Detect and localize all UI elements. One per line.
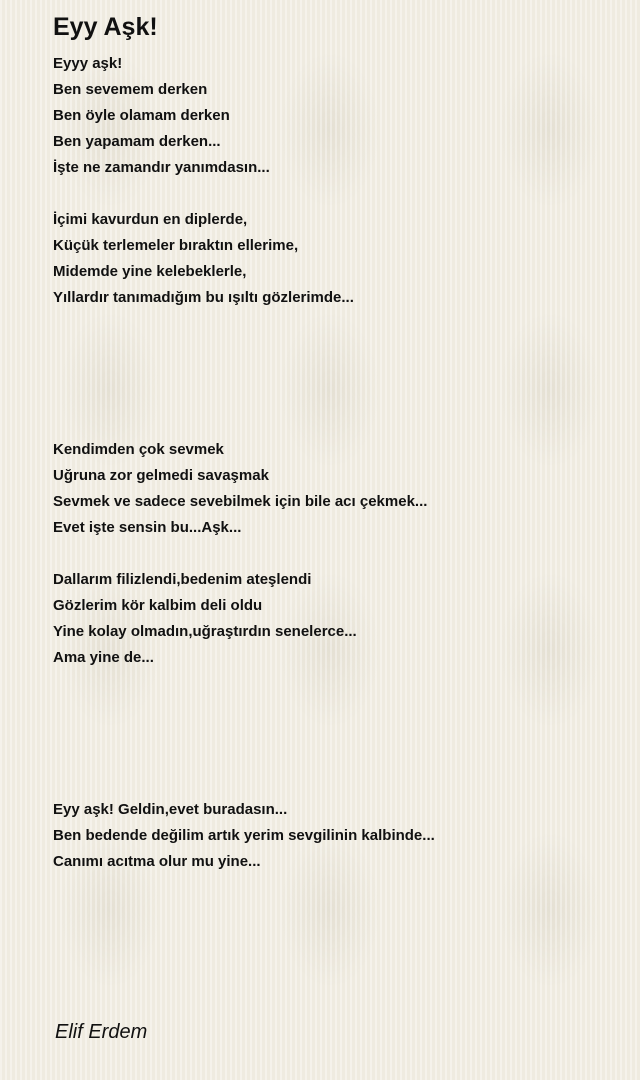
poem-line: Midemde yine kelebeklerle, [53, 263, 247, 280]
poem-line: Ben öyle olamam derken [53, 107, 230, 124]
poem-line: Kendimden çok sevmek [53, 441, 224, 458]
poem-line: Yine kolay olmadın,uğraştırdın senelerce... [53, 623, 357, 640]
poem-line: Ama yine de... [53, 649, 154, 666]
poem-line: Dallarım filizlendi,bedenim ateşlendi [53, 571, 312, 588]
poem-line: Küçük terlemeler bıraktın ellerime, [53, 237, 299, 254]
poem-line: İşte ne zamandır yanımdasın... [53, 159, 270, 176]
poem-line: Evet işte sensin bu...Aşk... [53, 519, 242, 536]
poem-line: Uğruna zor gelmedi savaşmak [53, 467, 269, 484]
poem-line: İçimi kavurdun en diplerde, [53, 211, 248, 228]
poem-line: Yıllardır tanımadığım bu ışıltı gözlerimde... [53, 289, 354, 306]
poem-line: Ben bedende değilim artık yerim sevgilinin kalbinde... [53, 827, 435, 844]
poem-line: Sevmek ve sadece sevebilmek için bile acı çekmek... [53, 493, 428, 510]
poem-line: Canımı acıtma olur mu yine... [53, 853, 261, 870]
poem-line: Eyy aşk! Geldin,evet buradasın... [53, 801, 288, 818]
poem-line: Ben yapamam derken... [53, 133, 221, 150]
poem-line: Eyyy aşk! [53, 55, 123, 72]
poem-title: Eyy Aşk! [53, 13, 158, 41]
poem-author: Elif Erdem [55, 1021, 148, 1043]
poem-line: Ben sevemem derken [53, 81, 208, 98]
poem-line: Gözlerim kör kalbim deli oldu [53, 597, 263, 614]
